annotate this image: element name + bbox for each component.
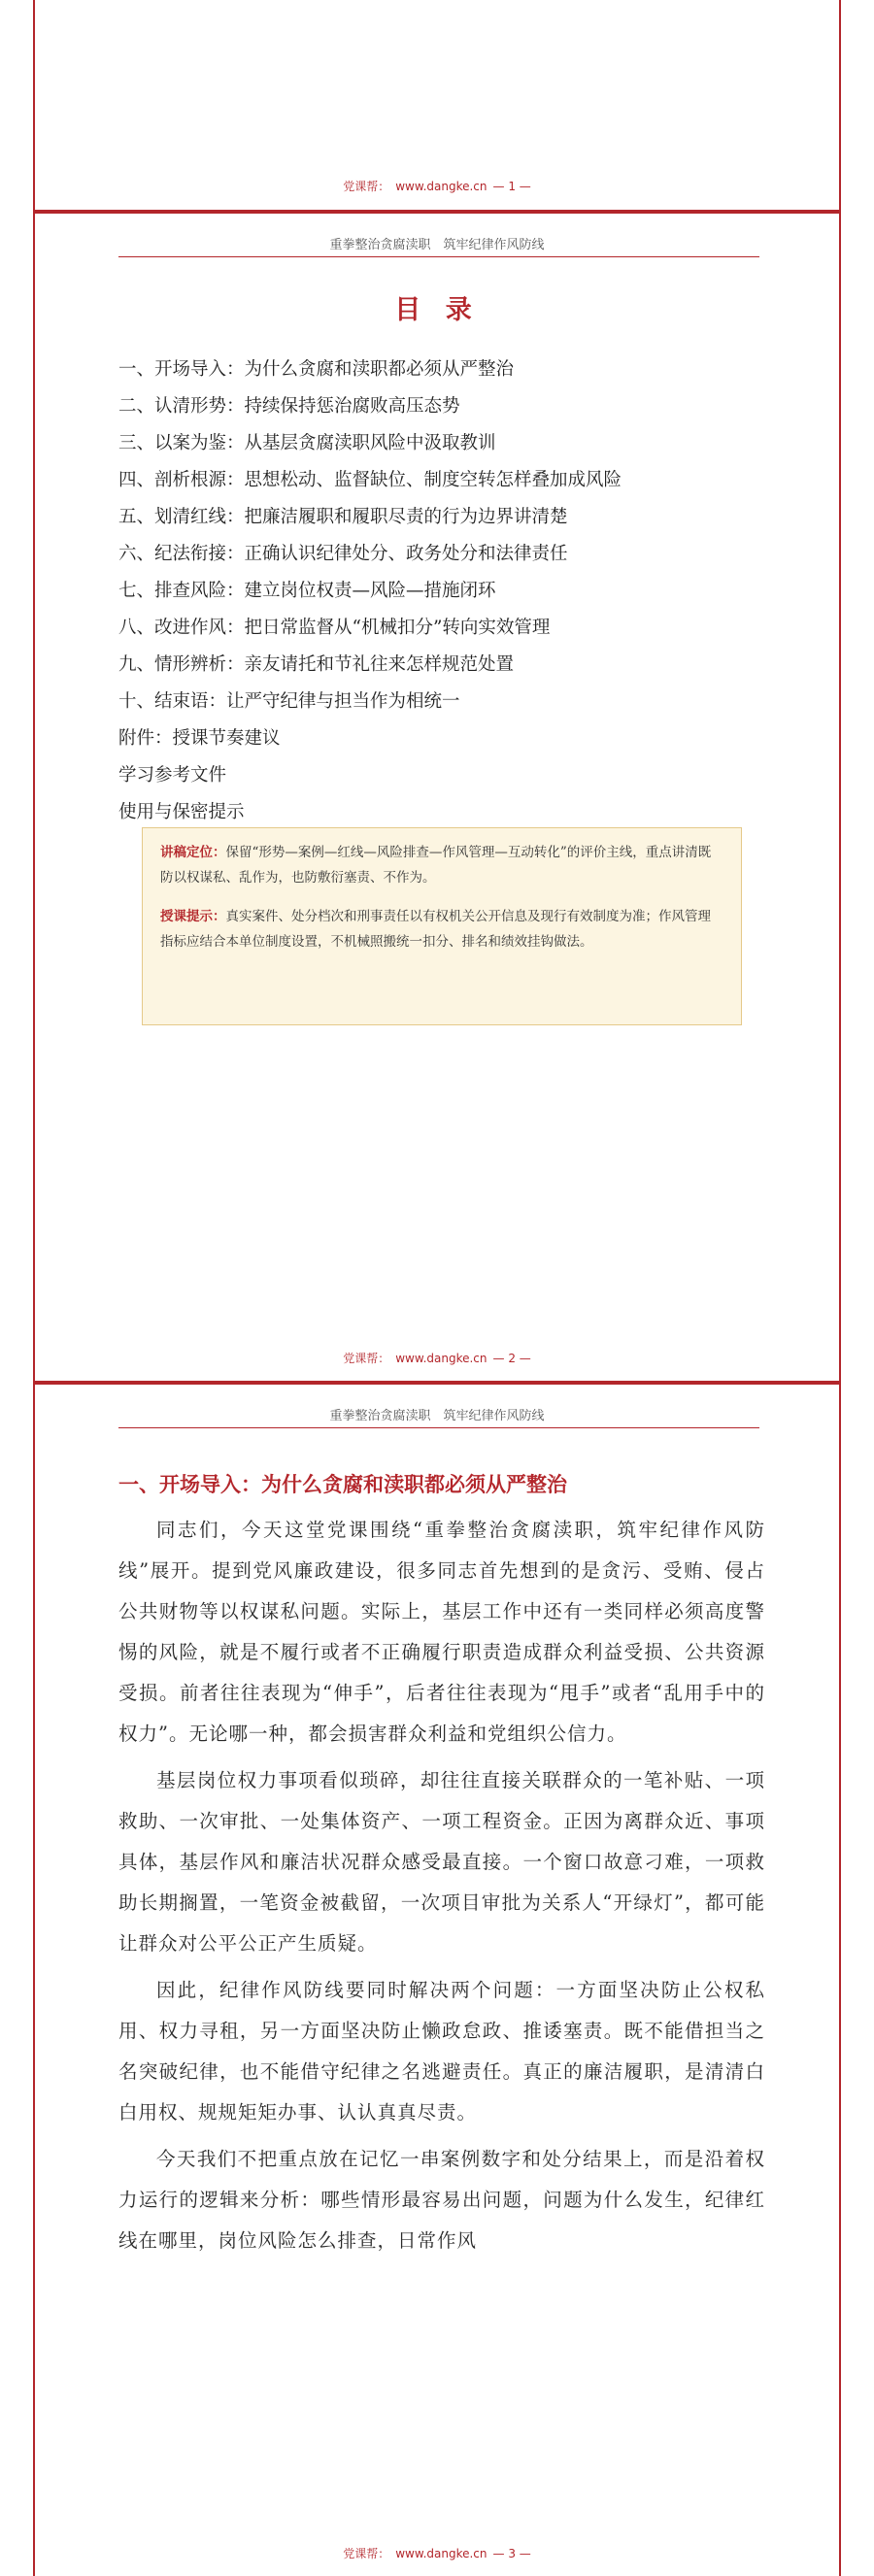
toc-item[interactable]: 六、纪法衔接：正确认识纪律处分、政务处分和法律责任 bbox=[118, 544, 568, 564]
page-footer bbox=[0, 2545, 874, 2561]
paragraph: 同志们，今天这堂党课围绕“重拳整治贪腐渎职，筑牢纪律作风防线”展开。提到党风廉政建设，很多同志首先想到的是贪污、受贿、侵占公共财物等以权谋私问题。实际上，基层工作中还有一类同样必须高度警惕的风险，就是不履行或者不正确履行职责造成群众利益受损、公共资源受损。前者往往表现为“伸手”，后者往往表现为“甩手”或者“乱用手中的权力”。无论哪一种，都会损害群众利益和党组织公信力。 bbox=[118, 1519, 765, 1745]
table-of-contents bbox=[118, 351, 779, 831]
toc-item[interactable]: 三、以案为鉴：从基层贪腐渎职风险中汲取教训 bbox=[118, 433, 496, 453]
footer-url: www.dangke.cn bbox=[395, 180, 487, 193]
page-footer bbox=[0, 178, 874, 194]
note-text: 真实案件、处分档次和刑事责任以有权机关公开信息及现行有效制度为准；作风管理指标应结合本单位制度设置，不机械照搬统一扣分、排名和绩效挂钩做法。 bbox=[160, 909, 711, 950]
paragraph: 今天我们不把重点放在记忆一串案例数字和处分结果上，而是沿着权力运行的逻辑来分析：哪些情形最容易出问题，问题为什么发生，纪律红线在哪里，岗位风险怎么排查，日常作风 bbox=[118, 2148, 765, 2252]
note-positioning bbox=[160, 840, 723, 890]
toc-title: 目 录 bbox=[394, 295, 480, 325]
toc-item[interactable]: 学习参考文件 bbox=[118, 765, 227, 786]
header-rule bbox=[118, 256, 759, 257]
footer-label: 党课帮： bbox=[343, 2547, 390, 2560]
toc-item[interactable]: 一、开场导入：为什么贪腐和渎职都必须从严整治 bbox=[118, 359, 515, 380]
note-text: 保留“形势—案例—红线—风险排查—作风管理—互动转化”的评价主线，重点讲清既防以权谋私、乱作为，也防敷衍塞责、不作为。 bbox=[160, 845, 712, 886]
toc-item[interactable]: 附件：授课节奏建议 bbox=[118, 728, 281, 749]
section-body bbox=[118, 1510, 765, 2267]
section-title: 一、开场导入：为什么贪腐和渎职都必须从严整治 bbox=[118, 1472, 567, 1496]
footer-url: www.dangke.cn bbox=[395, 1352, 487, 1365]
footer-label: 党课帮： bbox=[343, 1352, 390, 1365]
note-label: 讲稿定位： bbox=[160, 845, 226, 860]
page-footer bbox=[0, 1350, 874, 1366]
running-header: 重拳整治贪腐渎职 筑牢纪律作风防线 bbox=[329, 238, 545, 252]
header-rule bbox=[118, 1427, 759, 1428]
footer-url: www.dangke.cn bbox=[395, 2547, 487, 2560]
toc-item[interactable]: 十、结束语：让严守纪律与担当作为相统一 bbox=[118, 691, 460, 712]
note-box bbox=[142, 827, 742, 1025]
page-number: — 1 — bbox=[492, 180, 531, 193]
toc-item[interactable]: 五、划清红线：把廉洁履职和履职尽责的行为边界讲清楚 bbox=[118, 507, 568, 527]
note-teaching-tip bbox=[160, 904, 723, 954]
page-number: — 2 — bbox=[492, 1352, 531, 1365]
page-number: — 3 — bbox=[492, 2547, 531, 2560]
footer-label: 党课帮： bbox=[343, 180, 390, 193]
toc-item[interactable]: 九、情形辨析：亲友请托和节礼往来怎样规范处置 bbox=[118, 654, 515, 675]
toc-item[interactable]: 八、改进作风：把日常监督从“机械扣分”转向实效管理 bbox=[118, 618, 551, 638]
toc-item[interactable]: 二、认清形势：持续保持惩治腐败高压态势 bbox=[118, 396, 460, 417]
note-label: 授课提示： bbox=[160, 909, 226, 924]
toc-item[interactable]: 七、排查风险：建立岗位权责—风险—措施闭环 bbox=[118, 581, 496, 601]
paragraph: 因此，纪律作风防线要同时解决两个问题：一方面坚决防止公权私用、权力寻租，另一方面坚决防止懒政怠政、推诿塞责。既不能借担当之名突破纪律，也不能借守纪律之名逃避责任。真正的廉洁履职，是清清白白用权、规规矩矩办事、认认真真尽责。 bbox=[118, 1979, 765, 2124]
paragraph: 基层岗位权力事项看似琐碎，却往往直接关联群众的一笔补贴、一项救助、一次审批、一处集体资产、一项工程资金。正因为离群众近、事项具体，基层作风和廉洁状况群众感受最直接。一个窗口故意刁难，一项救助长期搁置，一笔资金被截留，一次项目审批为关系人“开绿灯”，都可能让群众对公平公正产生质疑。 bbox=[118, 1769, 765, 1955]
running-header: 重拳整治贪腐渎职 筑牢纪律作风防线 bbox=[329, 1409, 545, 1423]
toc-item[interactable]: 四、剖析根源：思想松动、监督缺位、制度空转怎样叠加成风险 bbox=[118, 470, 622, 490]
toc-item[interactable]: 使用与保密提示 bbox=[118, 802, 245, 822]
